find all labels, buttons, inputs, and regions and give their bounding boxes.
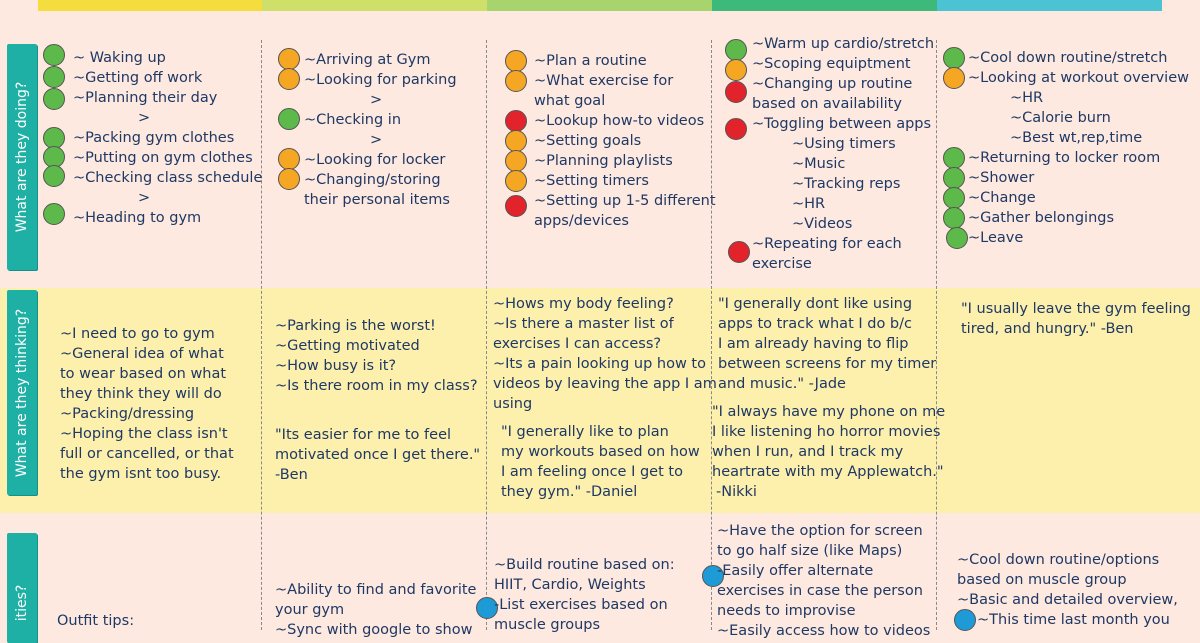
doing-subitem: ~Music	[792, 156, 846, 172]
thinking-item: ~General idea of what	[60, 346, 224, 362]
phase-stripe-2	[262, 0, 487, 11]
thinking-quote: they gym." -Daniel	[501, 484, 638, 500]
doing-subitem: ~Calorie burn	[1010, 110, 1111, 126]
status-dot-green	[943, 187, 965, 209]
status-dot-orange	[278, 48, 300, 70]
thinking-quote: between screens for my timer	[718, 356, 937, 372]
doing-item: ~What exercise for	[534, 73, 674, 89]
thinking-item: ~Is there a master list of	[493, 316, 674, 332]
phase-stripe-4	[712, 0, 937, 11]
thinking-item: to wear based on what	[60, 366, 227, 382]
opportunity-item: to go half size (like Maps)	[717, 543, 903, 559]
doing-item: ~Packing gym clothes	[73, 130, 235, 146]
doing-arrow: >	[370, 92, 383, 108]
opportunity-item: -List exercises based on	[494, 597, 668, 613]
status-dot-orange	[505, 150, 527, 172]
status-dot-red	[505, 195, 527, 217]
row-label-opportunities-tab	[7, 533, 37, 643]
thinking-quote: and music." -Jade	[718, 376, 846, 392]
thinking-item: ~I need to go to gym	[60, 326, 215, 342]
status-dot-green	[43, 44, 65, 66]
opportunity-item: your gym	[275, 602, 345, 618]
doing-item: ~Planning their day	[73, 90, 218, 106]
thinking-quote: "I generally like to plan	[501, 424, 669, 440]
column-divider-4	[936, 40, 937, 630]
thinking-item: videos by leaving the app I am	[493, 376, 717, 392]
doing-item: ~Gather belongings	[968, 210, 1115, 226]
phase-stripe-5	[937, 0, 1162, 11]
doing-item: ~Changing up routine	[752, 76, 913, 92]
status-dot-green	[278, 108, 300, 130]
thinking-quote: apps to track what I do b/c	[718, 316, 912, 332]
doing-subitem: ~Videos	[792, 216, 853, 232]
opportunity-item: ~Basic and detailed overview,	[957, 592, 1178, 608]
thinking-quote: I like listening ho horror movies	[712, 424, 941, 440]
thinking-quote: my workouts based on how	[501, 444, 700, 460]
doing-item: apps/devices	[534, 213, 629, 229]
opportunity-item: HIIT, Cardio, Weights	[494, 577, 646, 593]
thinking-item: ~Packing/dressing	[60, 406, 195, 422]
doing-subitem: ~HR	[1010, 90, 1044, 106]
doing-arrow: >	[138, 190, 151, 206]
doing-item: ~Looking for parking	[304, 72, 457, 88]
thinking-item: ~Parking is the worst!	[275, 318, 436, 334]
doing-arrow: >	[370, 132, 383, 148]
thinking-quote: motivated once I get there."	[275, 447, 481, 463]
status-dot-red	[725, 118, 747, 140]
opportunity-item: ~Easily access how to videos	[717, 623, 931, 639]
doing-item: ~Putting on gym clothes	[73, 150, 253, 166]
doing-item: ~Planning playlists	[534, 153, 673, 169]
thinking-item: ~Getting motivated	[275, 338, 420, 354]
doing-item: ~Shower	[968, 170, 1035, 186]
doing-item: ~Setting up 1-5 different	[534, 193, 716, 209]
thinking-quote: I am feeling once I get to	[501, 464, 683, 480]
doing-item: ~Heading to gym	[73, 210, 202, 226]
thinking-item: ~Its a pain looking up how to	[493, 356, 706, 372]
doing-subitem: ~Best wt,rep,time	[1010, 130, 1143, 146]
thinking-quote: -Ben	[275, 467, 308, 483]
status-dot-green	[43, 66, 65, 88]
doing-item: based on availability	[752, 96, 902, 112]
doing-item: ~Repeating for each	[752, 236, 902, 252]
status-dot-green	[943, 147, 965, 169]
status-dot-orange	[505, 170, 527, 192]
doing-item: ~Lookup how-to videos	[534, 113, 705, 129]
opportunity-item: -Easily offer alternate	[717, 563, 874, 579]
status-dot-green	[946, 227, 968, 249]
doing-item: ~Cool down routine/stretch	[968, 50, 1168, 66]
opportunity-item: ~Build routine based on:	[494, 557, 675, 573]
doing-arrow: >	[138, 110, 151, 126]
status-dot-orange	[278, 68, 300, 90]
row-label-doing: What are they doing?	[14, 81, 30, 233]
status-dot-orange	[943, 67, 965, 89]
opportunity-item: needs to improvise	[717, 603, 856, 619]
opportunity-item: ~Sync with google to show	[275, 622, 473, 638]
status-dot-green	[43, 165, 65, 187]
status-dot-green	[943, 47, 965, 69]
status-dot-red	[728, 241, 750, 263]
doing-item: ~Setting goals	[534, 133, 642, 149]
phase-stripe-3	[487, 0, 712, 11]
doing-item: ~Leave	[968, 230, 1024, 246]
thinking-item: using	[493, 396, 533, 412]
thinking-item: ~Is there room in my class?	[275, 378, 478, 394]
status-dot-green	[43, 88, 65, 110]
status-dot-blue	[954, 609, 976, 631]
thinking-quote: -Nikki	[716, 484, 757, 500]
opportunity-item: Outfit tips:	[57, 613, 135, 629]
thinking-quote: "Its easier for me to feel	[275, 427, 452, 443]
doing-item: their personal items	[304, 192, 450, 208]
doing-item: ~Checking class schedule	[73, 170, 263, 186]
opportunity-item: muscle groups	[494, 617, 601, 633]
status-dot-orange	[505, 130, 527, 152]
status-dot-orange	[505, 50, 527, 72]
thinking-item: exercises I can access?	[493, 336, 662, 352]
doing-item: ~Looking at workout overview	[968, 70, 1189, 86]
opportunity-item: ~This time last month you	[977, 612, 1170, 628]
status-dot-red	[505, 110, 527, 132]
doing-item: ~Arriving at Gym	[304, 52, 431, 68]
opportunity-item: ~Ability to find and favorite	[275, 582, 477, 598]
column-divider-3	[711, 40, 712, 630]
thinking-quote: I am already having to flip	[718, 336, 909, 352]
doing-subitem: ~Tracking reps	[792, 176, 901, 192]
doing-item: ~Change	[968, 190, 1036, 206]
status-dot-orange	[505, 70, 527, 92]
thinking-item: full or cancelled, or that	[60, 446, 234, 462]
thinking-item: the gym isnt too busy.	[60, 466, 222, 482]
status-dot-green	[943, 167, 965, 189]
thinking-quote: "I generally dont like using	[718, 296, 913, 312]
doing-item: ~Returning to locker room	[968, 150, 1161, 166]
thinking-quote: "I usually leave the gym feeling	[961, 301, 1191, 317]
doing-item: ~Changing/storing	[304, 172, 441, 188]
opportunity-item: exercises in case the person	[717, 583, 923, 599]
doing-item: ~Checking in	[304, 112, 402, 128]
doing-item: what goal	[534, 93, 606, 109]
status-dot-red	[725, 81, 747, 103]
status-dot-orange	[725, 59, 747, 81]
doing-subitem: ~Using timers	[792, 136, 896, 152]
column-divider-1	[261, 40, 262, 630]
thinking-quote: "I always have my phone on me	[712, 404, 946, 420]
doing-item: ~Warm up cardio/stretch	[752, 36, 935, 52]
thinking-quote: heartrate with my Applewatch."	[712, 464, 944, 480]
thinking-item: ~How busy is it?	[275, 358, 397, 374]
thinking-quote: tired, and hungry." -Ben	[961, 321, 1134, 337]
thinking-quote: when I run, and I track my	[712, 444, 904, 460]
doing-item: ~Scoping equiptment	[752, 56, 911, 72]
thinking-item: they think they will do	[60, 386, 222, 402]
doing-item: ~Looking for locker	[304, 152, 446, 168]
row-label-thinking-tab	[7, 290, 37, 495]
doing-item: ~Plan a routine	[534, 53, 647, 69]
thinking-item: ~Hoping the class isn't	[60, 426, 228, 442]
doing-item: ~Getting off work	[73, 70, 203, 86]
doing-subitem: ~HR	[792, 196, 826, 212]
phase-stripe-1	[38, 0, 262, 11]
status-dot-green	[943, 207, 965, 229]
doing-item: ~Setting timers	[534, 173, 649, 189]
row-label-doing-tab	[7, 44, 37, 270]
status-dot-orange	[278, 148, 300, 170]
thinking-item: ~Hows my body feeling?	[493, 296, 674, 312]
opportunity-item: based on muscle group	[957, 572, 1127, 588]
opportunity-item: ~Have the option for screen	[717, 523, 923, 539]
opportunity-item: ~Cool down routine/options	[957, 552, 1160, 568]
status-dot-green	[43, 203, 65, 225]
doing-item: ~Toggling between apps	[752, 116, 932, 132]
status-dot-orange	[278, 168, 300, 190]
status-dot-green	[725, 39, 747, 61]
column-divider-2	[486, 40, 487, 630]
row-label-thinking: What are they thinking?	[14, 308, 30, 477]
row-label-opportunities: ities?	[14, 584, 30, 622]
doing-item: exercise	[752, 256, 812, 272]
doing-item: ~ Waking up	[73, 50, 166, 66]
